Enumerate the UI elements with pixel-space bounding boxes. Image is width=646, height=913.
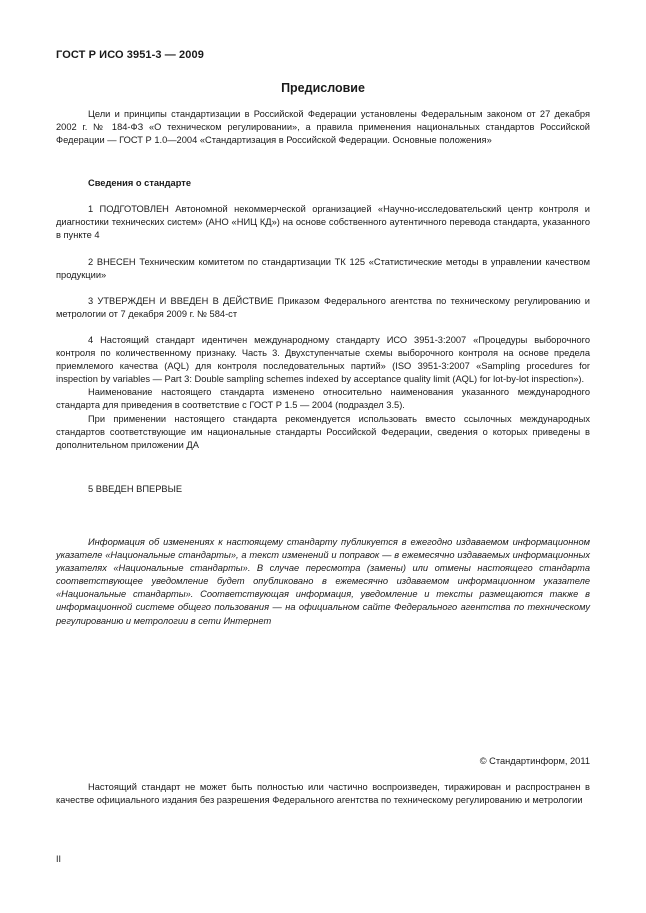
item-4-rename-paragraph: Наименование настоящего стандарта изменено относительно наименования указанного международного стандарта для приведения в соответствие с ГОСТ Р 1.5 — 2004 (подраздел 3.5). bbox=[56, 387, 590, 411]
changes-info-block bbox=[56, 536, 590, 628]
page-title: Предисловие bbox=[281, 81, 365, 95]
copyright-notice: © Стандартинформ, 2011 bbox=[479, 756, 590, 766]
item-3-block bbox=[56, 295, 590, 321]
info-heading-block bbox=[56, 177, 590, 190]
item-4-block bbox=[56, 334, 590, 452]
item-5-block bbox=[56, 483, 590, 496]
intro-block bbox=[56, 108, 590, 147]
item-3-paragraph: 3 УТВЕРЖДЕН И ВВЕДЕН В ДЕЙСТВИЕ Приказом Федерального агентства по техническому регулированию и метрологии от 7 декабря 2009 г. № 584-ст bbox=[56, 296, 590, 320]
item-4-paragraph: 4 Настоящий стандарт идентичен международному стандарту ИСО 3951-3:2007 «Процедуры выборочного контроля по количественному признаку. Часть 3. Двухступенчатые схемы выборочного контроля на основе предела приемлемого качества (AQL) для контроля последовательных партий» (ISO 3951-3:2007 «Sampling procedures for inspection by variables — Part 3: Double sampling schemes indexed by acceptance quality limit (AQL) for lot-by-lot inspection»). bbox=[56, 335, 590, 385]
reproduction-block bbox=[56, 781, 590, 807]
item-1-block bbox=[56, 203, 590, 242]
intro-paragraph: Цели и принципы стандартизации в Российской Федерации установлены Федеральным законом от 27 декабря 2002 г. № 184-ФЗ «О техническом регулировании», а правила применения национальных стандартов Российской Федерации — ГОСТ Р 1.0—2004 «Стандартизация в Российской Федерации. Основные положения» bbox=[56, 109, 590, 146]
changes-info-paragraph: Информация об изменениях к настоящему стандарту публикуется в ежегодно издаваемом информационном указателе «Национальные стандарты», а текст изменений и поправок — в ежемесячно издаваемых информационных указателях «Национальные стандарты». В случае пересмотра (замены) или отмены настоящего стандарта соответствующее уведомление будет опубликовано в ежемесячно издаваемом информационном указателе «Национальные стандарты». Соответствующая информация, уведомление и тексты размещаются также в информационной системе общего пользования — на официальном сайте Федерального агентства по техническому регулированию и метрологии в сети Интернет bbox=[56, 537, 590, 626]
item-5-paragraph: 5 ВВЕДЕН ВПЕРВЫЕ bbox=[88, 484, 183, 494]
item-1-paragraph: 1 ПОДГОТОВЛЕН Автономной некоммерческой организацией «Научно-исследовательский центр контроля и диагностики технических систем» (АНО «НИЦ КД») на основе собственного аутентичного перевода стандарта, указанного в пункте 4 bbox=[56, 204, 590, 241]
item-4-refs-paragraph: При применении настоящего стандарта рекомендуется использовать вместо ссылочных международных стандартов соответствующие им национальные стандарты Российской Федерации, сведения о которых приведены в дополнительном приложении ДА bbox=[56, 413, 590, 450]
page-number: II bbox=[56, 854, 62, 864]
standard-code: ГОСТ Р ИСО 3951-3 — 2009 bbox=[56, 49, 204, 61]
info-heading: Сведения о стандарте bbox=[88, 178, 192, 188]
reproduction-notice: Настоящий стандарт не может быть полностью или частично воспроизведен, тиражирован и распространен в качестве официального издания без разрешения Федерального агентства по техническому регулированию и метрологии bbox=[56, 782, 590, 806]
item-2-paragraph: 2 ВНЕСЕН Техническим комитетом по стандартизации ТК 125 «Статистические методы в управлении качеством продукции» bbox=[56, 257, 590, 281]
item-2-block bbox=[56, 256, 590, 282]
